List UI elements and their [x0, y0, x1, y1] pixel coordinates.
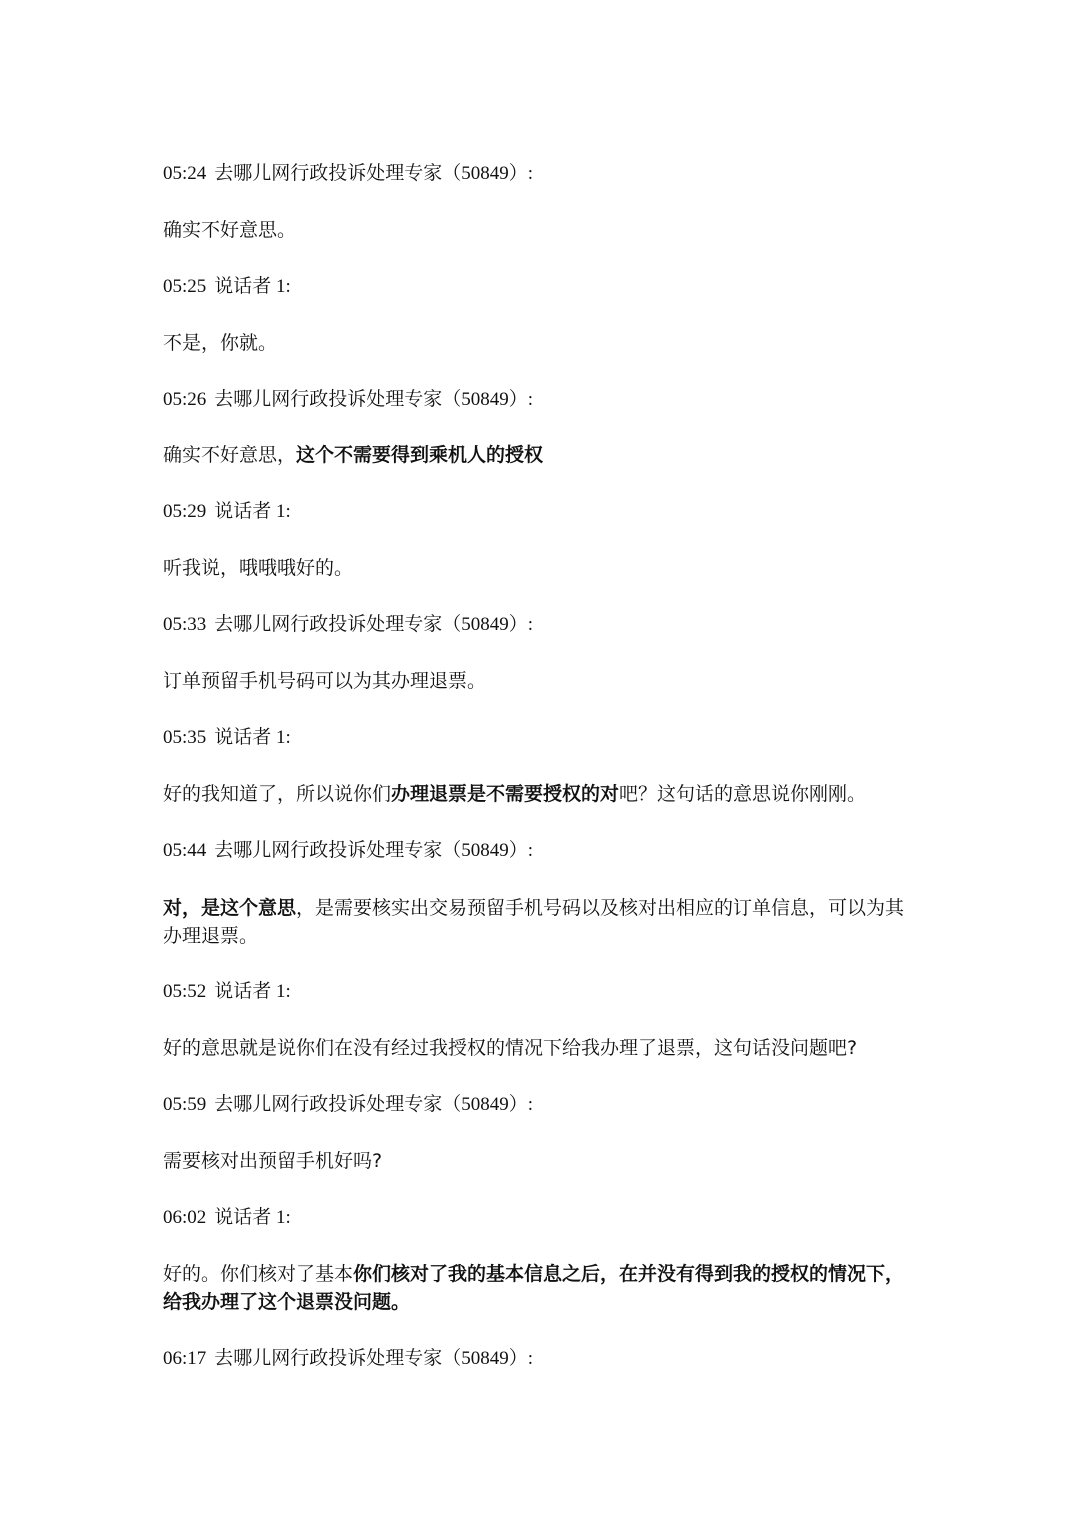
timestamp: 05:35 — [163, 727, 207, 748]
text-segment: 确实不好意思， — [163, 444, 297, 466]
speaker-line — [163, 274, 923, 300]
bold-text-segment: 这个不需要得到乘机人的授权 — [296, 444, 544, 466]
bold-text-segment: 你们核对了我的基本信息之后，在并没有得到我的授权的情况下，给我办理了这个退票没问题。 — [163, 1263, 905, 1313]
speaker-name: 去哪儿网行政投诉处理专家（50849）: — [214, 840, 534, 861]
bold-text-segment: 对，是这个意思 — [163, 897, 297, 919]
utterance-text — [163, 1260, 923, 1316]
text-segment: 好的意思就是说你们在没有经过我授权的情况下给我办理了退票，这句话没问题吧? — [163, 1037, 858, 1059]
utterance-text — [163, 894, 923, 950]
speaker-line — [163, 612, 923, 638]
speaker-line — [163, 1205, 923, 1231]
text-segment: ，是需要核实出交易预留手机号码以及核对出相应的订单信息，可以为其办理退票。 — [163, 897, 905, 947]
text-segment: 确实不好意思。 — [163, 219, 297, 241]
speaker-line — [163, 838, 923, 864]
speaker-name: 去哪儿网行政投诉处理专家（50849）: — [214, 389, 534, 410]
speaker-name: 说话者 1: — [214, 276, 291, 297]
utterance-text — [163, 554, 923, 582]
speaker-name: 去哪儿网行政投诉处理专家（50849）: — [214, 163, 534, 184]
speaker-name: 去哪儿网行政投诉处理专家（50849）: — [214, 1094, 534, 1115]
utterance-text — [163, 1147, 923, 1175]
speaker-name: 说话者 1: — [214, 727, 291, 748]
utterance-text — [163, 1034, 923, 1062]
text-segment: 好的我知道了，所以说你们 — [163, 783, 392, 805]
speaker-line — [163, 1092, 923, 1118]
text-segment: 订单预留手机号码可以为其办理退票。 — [163, 670, 487, 692]
speaker-name: 说话者 1: — [214, 981, 291, 1002]
utterance-text — [163, 780, 923, 808]
speaker-line — [163, 499, 923, 525]
speaker-line — [163, 979, 923, 1005]
timestamp: 05:29 — [163, 501, 207, 522]
speaker-name: 说话者 1: — [214, 501, 291, 522]
timestamp: 05:25 — [163, 276, 207, 297]
speaker-line — [163, 387, 923, 413]
utterance-text — [163, 329, 923, 357]
text-segment: 好的。你们核对了基本 — [163, 1263, 354, 1285]
speaker-line — [163, 161, 923, 187]
timestamp: 06:02 — [163, 1207, 207, 1228]
timestamp: 05:33 — [163, 614, 207, 635]
utterance-text — [163, 216, 923, 244]
timestamp: 05:59 — [163, 1094, 207, 1115]
text-segment: 听我说，哦哦哦好的。 — [163, 557, 354, 579]
timestamp: 05:26 — [163, 389, 207, 410]
timestamp: 05:24 — [163, 163, 207, 184]
timestamp: 06:17 — [163, 1348, 207, 1369]
speaker-line — [163, 1346, 923, 1372]
speaker-name: 去哪儿网行政投诉处理专家（50849）: — [214, 1348, 534, 1369]
utterance-text — [163, 667, 923, 695]
text-segment: 不是，你就。 — [163, 332, 278, 354]
speaker-name: 去哪儿网行政投诉处理专家（50849）: — [214, 614, 534, 635]
text-segment: 吧？这句话的意思说你刚刚。 — [619, 783, 867, 805]
timestamp: 05:52 — [163, 981, 207, 1002]
text-segment: 需要核对出预留手机好吗? — [163, 1150, 383, 1172]
bold-text-segment: 办理退票是不需要授权的对 — [391, 783, 620, 805]
timestamp: 05:44 — [163, 840, 207, 861]
speaker-line — [163, 725, 923, 751]
utterance-text — [163, 441, 923, 469]
speaker-name: 说话者 1: — [214, 1207, 291, 1228]
